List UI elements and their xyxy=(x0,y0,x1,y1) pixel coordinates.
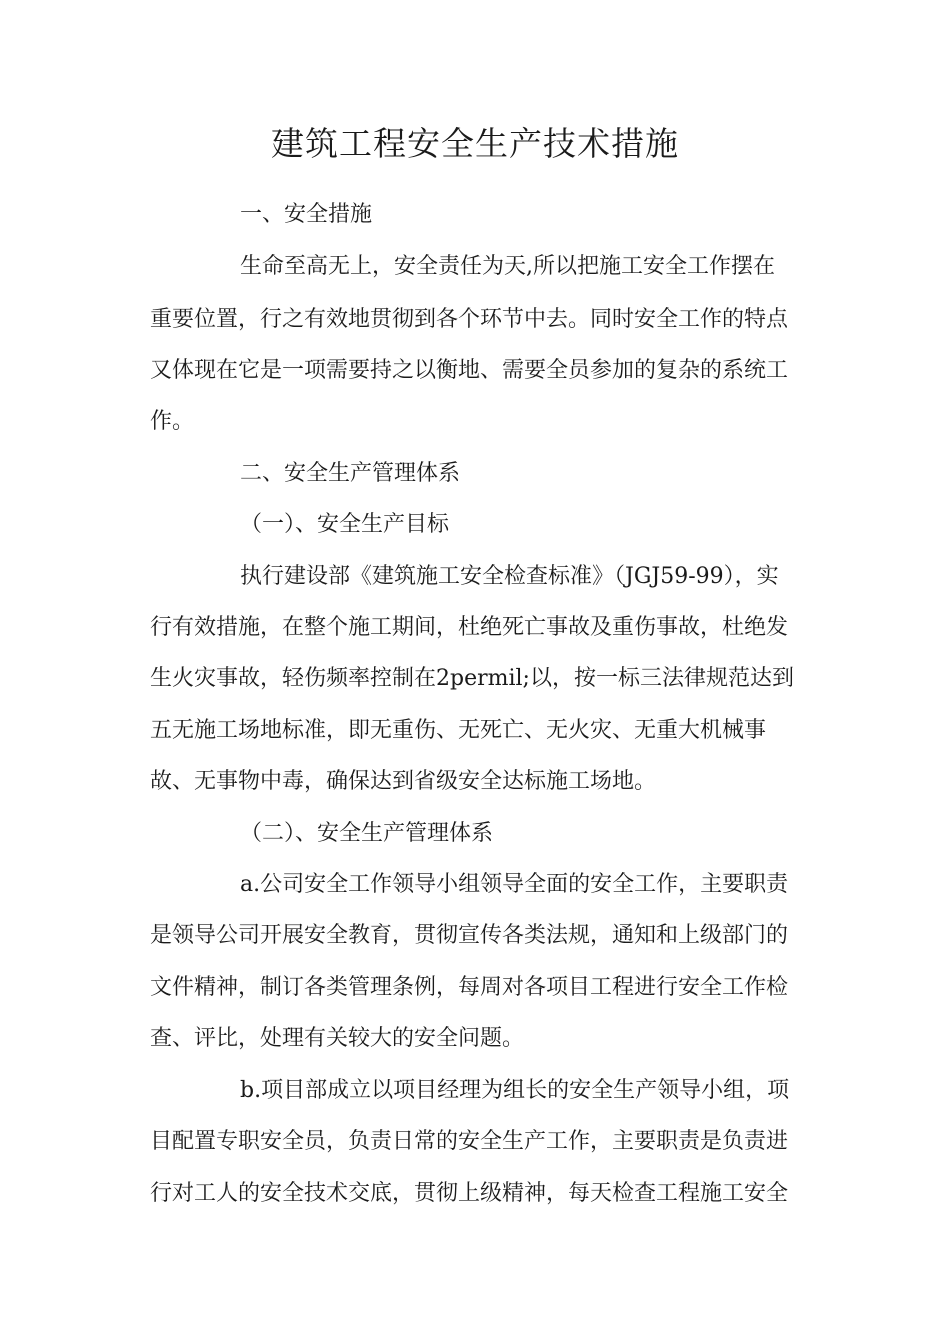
section-heading-2: 二、安全生产管理体系 xyxy=(240,461,461,486)
paragraph-line: 目配置专职安全员，负责日常的安全生产工作，主要职责是负责进 xyxy=(150,1129,789,1154)
paragraph-line: b.项目部成立以项目经理为组长的安全生产领导小组，项 xyxy=(240,1078,790,1103)
paragraph-line: 文件精神，制订各类管理条例，每周对各项目工程进行安全工作检 xyxy=(150,975,789,1000)
paragraph-line: 是领导公司开展安全教育，贯彻宣传各类法规，通知和上级部门的 xyxy=(150,923,789,948)
document-title: 建筑工程安全生产技术措施 xyxy=(271,124,679,163)
paragraph-line: 又体现在它是一项需要持之以衡地、需要全员参加的复杂的系统工 xyxy=(150,358,789,383)
paragraph-line: 行对工人的安全技术交底，贯彻上级精神，每天检查工程施工安全 xyxy=(150,1181,789,1206)
paragraph-line: 故、无事物中毒，确保达到省级安全达标施工场地。 xyxy=(150,769,657,794)
section-heading-1: 一、安全措施 xyxy=(240,202,373,227)
paragraph-line: 执行建设部《建筑施工安全检查标准》（JGJ59-99），实 xyxy=(240,564,779,589)
paragraph-line: 查、评比，处理有关较大的安全问题。 xyxy=(150,1026,525,1051)
paragraph-line: 生火灾事故，轻伤频率控制在2permil;以，按一标三法律规范达到 xyxy=(150,666,794,691)
paragraph-line: a.公司安全工作领导小组领导全面的安全工作，主要职责 xyxy=(240,872,789,897)
subsection-heading-1: （一）、安全生产目标 xyxy=(240,512,450,537)
paragraph-line: 作。 xyxy=(150,409,195,434)
subsection-heading-2: （二）、安全生产管理体系 xyxy=(240,821,494,846)
paragraph-line: 行有效措施，在整个施工期间，杜绝死亡事故及重伤事故，杜绝发 xyxy=(150,615,789,640)
paragraph-line: 生命至高无上，安全责任为天,所以把施工安全工作摆在 xyxy=(240,254,775,279)
paragraph-line: 重要位置，行之有效地贯彻到各个环节中去。同时安全工作的特点 xyxy=(150,307,789,332)
paragraph-line: 五无施工场地标准，即无重伤、无死亡、无火灾、无重大机械事 xyxy=(150,718,767,743)
